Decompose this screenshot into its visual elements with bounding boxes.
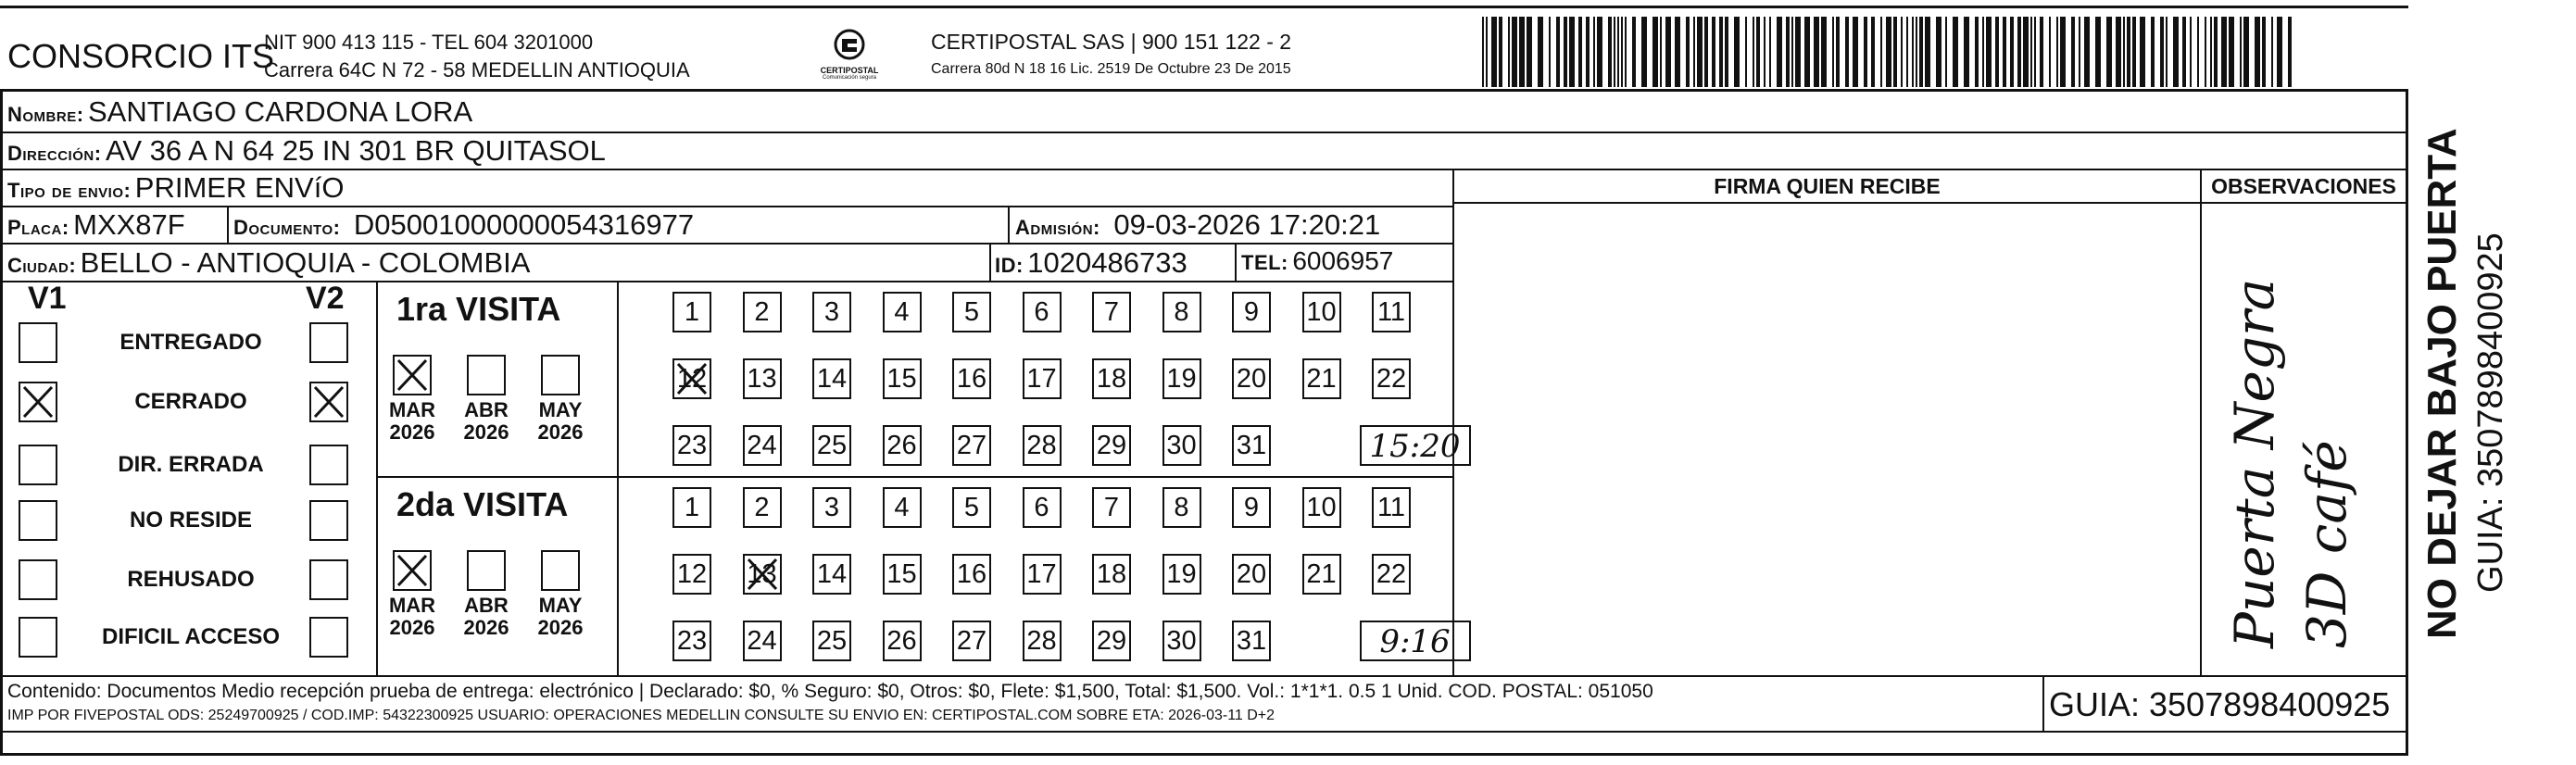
status-v2-checkbox[interactable] xyxy=(309,382,348,422)
barcode-bar xyxy=(2132,17,2136,87)
barcode-bar xyxy=(1995,17,1999,87)
tel-label: TEL: xyxy=(1241,251,1288,274)
barcode-bar xyxy=(1804,17,1810,87)
tipo-value: PRIMER ENVíO xyxy=(134,171,345,204)
visit-year-label: 2026 xyxy=(389,616,435,639)
visit-hour-box[interactable]: 15:20 xyxy=(1360,425,1471,466)
footer-imp: IMP POR FIVEPOSTAL ODS: 25249700925 / COD.IMP: 54322300925 USUARIO: OPERACIONES MEDELLIN CONSULTE SU ENVIO EN: CERTIPOSTAL.COM SOBRE ETA: 2026-03-11 D+2 xyxy=(7,708,1275,723)
barcode-bar xyxy=(1919,17,1923,87)
barcode-bar xyxy=(1893,17,1897,87)
barcode-bar xyxy=(2221,17,2227,87)
visit-day-box[interactable]: 10 xyxy=(1302,487,1341,528)
documento-label: Documento: xyxy=(233,216,341,239)
visit-day-box[interactable]: 2 xyxy=(743,487,782,528)
tipo-row xyxy=(7,171,344,205)
carrier-nit: CERTIPOSTAL SAS | 900 151 122 - 2 xyxy=(931,30,1292,54)
barcode-bar xyxy=(1652,17,1658,87)
visit-day-box[interactable]: 13 xyxy=(743,554,782,595)
visit-day-box[interactable]: 1 xyxy=(672,487,711,528)
barcode-bar xyxy=(1675,17,1680,87)
status-v2-checkbox[interactable] xyxy=(309,445,348,485)
visit-month-checkbox[interactable] xyxy=(467,355,506,395)
visit-day-box[interactable]: 11 xyxy=(1372,487,1411,528)
barcode-bar xyxy=(1564,17,1567,87)
barcode-bar xyxy=(1814,17,1819,87)
placa-value: MXX87F xyxy=(73,208,185,241)
barcode-bar xyxy=(2017,17,2021,87)
tel-value: 6006957 xyxy=(1292,246,1394,275)
barcode-bar xyxy=(2040,17,2043,87)
barcode-bar xyxy=(1953,17,1958,87)
barcode-bar xyxy=(1901,17,1903,87)
barcode-bar xyxy=(2182,17,2186,87)
barcode-bar xyxy=(1491,17,1497,87)
handwriting-note-1: Puerta Negra xyxy=(2223,278,2286,648)
barcode-bar xyxy=(2049,17,2051,87)
visit-day-box[interactable]: 16 xyxy=(952,554,991,595)
status-label: ENTREGADO xyxy=(119,330,262,355)
visit-day-box[interactable]: 25 xyxy=(812,621,851,661)
barcode-bar xyxy=(1936,17,1941,87)
placa-row xyxy=(7,208,185,242)
visit-day-box[interactable]: 9 xyxy=(1232,487,1271,528)
barcode-bar xyxy=(1578,17,1582,87)
visit-day-box[interactable]: 3 xyxy=(812,292,851,332)
ciudad-value: BELLO - ANTIOQUIA - COLOMBIA xyxy=(80,246,531,279)
barcode-bar xyxy=(2173,17,2179,87)
visit-day-box[interactable]: 23 xyxy=(672,425,711,466)
visit-day-box[interactable]: 14 xyxy=(812,358,851,399)
direccion-label: Dirección: xyxy=(7,142,102,165)
visit-day-box[interactable]: 12 xyxy=(672,554,711,595)
barcode-bar xyxy=(1608,17,1612,87)
logo-text: CERTIPOSTAL xyxy=(820,66,879,75)
barcode-bar xyxy=(1660,17,1662,87)
company-name: CONSORCIO ITS xyxy=(7,37,275,75)
handwriting-note-2: 3D café xyxy=(2295,440,2358,648)
barcode-bar xyxy=(1832,17,1834,87)
visit-day-box[interactable]: 6 xyxy=(1023,487,1062,528)
no-dejar-warning: NO DEJAR BAJO PUERTA xyxy=(2419,128,2465,639)
barcode-bar xyxy=(1836,17,1840,87)
nombre-label: Nombre: xyxy=(7,103,84,126)
visit-day-box[interactable]: 8 xyxy=(1162,487,1201,528)
barcode-bar xyxy=(1925,17,1930,87)
visit-day-box[interactable]: 22 xyxy=(1372,554,1411,595)
barcode-bar xyxy=(1791,17,1793,87)
visit-day-box[interactable]: 9 xyxy=(1232,292,1271,332)
barcode-bar xyxy=(1712,17,1715,87)
barcode-bar xyxy=(1641,17,1647,87)
documento-value: D05001000000054316977 xyxy=(353,208,695,241)
visit-month-checkbox[interactable] xyxy=(393,550,432,591)
visit-day-box[interactable]: 20 xyxy=(1232,358,1271,399)
status-label: DIR. ERRADA xyxy=(118,452,264,477)
documento-row xyxy=(233,208,694,242)
barcode-bar xyxy=(2262,17,2266,87)
barcode-bar xyxy=(2288,17,2292,87)
status-label: DIFICIL ACCESO xyxy=(101,624,280,649)
visit-month-checkbox[interactable] xyxy=(541,550,580,591)
barcode-bar xyxy=(2229,17,2234,87)
visit-day-box[interactable]: 8 xyxy=(1162,292,1201,332)
barcode-bar xyxy=(1795,17,1801,87)
visit-day-box[interactable]: 17 xyxy=(1023,358,1062,399)
barcode-bar xyxy=(1665,17,1671,87)
visit-month-label: MAR xyxy=(388,398,436,421)
barcode-bar xyxy=(1986,17,1992,87)
barcode-bar xyxy=(2214,17,2218,87)
visit-day-box[interactable]: 7 xyxy=(1092,292,1131,332)
tipo-label: Tipo de envio: xyxy=(7,179,132,202)
barcode-bar xyxy=(1519,17,1525,87)
barcode-bar xyxy=(1906,17,1908,87)
barcode-bar xyxy=(1569,17,1575,87)
barcode-bar xyxy=(2243,17,2249,87)
barcode-bar xyxy=(1556,17,1560,87)
barcode-bar xyxy=(1482,17,1484,87)
barcode-bar xyxy=(1586,17,1590,87)
visit-day-box[interactable]: 17 xyxy=(1023,554,1062,595)
barcode-bar xyxy=(2071,17,2075,87)
barcode-bar xyxy=(1886,17,1891,87)
carrier-license: Carrera 80d N 18 16 Lic. 2519 De Octubre 23 De 2015 xyxy=(931,61,1291,77)
barcode-bar xyxy=(1625,17,1627,87)
status-v2-checkbox[interactable] xyxy=(309,617,348,658)
barcode-bar xyxy=(1686,17,1690,87)
barcode-bar xyxy=(1964,17,1969,87)
barcode-bar xyxy=(2210,17,2212,87)
visit-year-label: 2026 xyxy=(389,420,435,444)
barcode-bar xyxy=(1864,17,1867,87)
barcode-bar xyxy=(1632,17,1636,87)
firma-label: FIRMA QUIEN RECIBE xyxy=(1714,174,1941,198)
visit-month-label: MAY xyxy=(538,398,583,421)
status-v2-checkbox[interactable] xyxy=(309,322,348,363)
visit-year-label: 2026 xyxy=(537,616,584,639)
barcode-bar xyxy=(1704,17,1708,87)
v2-header: V2 xyxy=(306,281,345,316)
barcode-bar xyxy=(2166,17,2168,87)
barcode-bar xyxy=(1945,17,1947,87)
visit-month-label: MAR xyxy=(388,594,436,617)
status-v1-checkbox[interactable] xyxy=(19,445,57,485)
barcode-bar xyxy=(1597,17,1602,87)
barcode-bar xyxy=(1821,17,1827,87)
visit-day-box[interactable]: 18 xyxy=(1092,554,1131,595)
visit-day-box[interactable]: 29 xyxy=(1092,621,1131,661)
direccion-value: AV 36 A N 64 25 IN 301 BR QUITASOL xyxy=(106,134,606,167)
barcode-bar xyxy=(2277,17,2282,87)
visit-day-box[interactable]: 4 xyxy=(883,487,922,528)
barcode-bar xyxy=(2106,17,2112,87)
barcode-bar xyxy=(2116,17,2121,87)
admision-label: Admisión: xyxy=(1015,216,1100,239)
status-label: NO RESIDE xyxy=(129,508,253,533)
barcode-bar xyxy=(2056,17,2058,87)
visit-day-box[interactable]: 22 xyxy=(1372,358,1411,399)
barcode-bar xyxy=(2034,17,2036,87)
barcode-bar xyxy=(1527,17,1532,87)
visit-day-box[interactable]: 10 xyxy=(1302,292,1341,332)
status-v1-checkbox[interactable] xyxy=(19,322,57,363)
visit-day-box[interactable]: 26 xyxy=(883,621,922,661)
company-address: Carrera 64C N 72 - 58 MEDELLIN ANTIOQUIA xyxy=(264,58,690,82)
visit-day-box[interactable]: 31 xyxy=(1232,621,1271,661)
nombre-value: SANTIAGO CARDONA LORA xyxy=(88,95,473,128)
visit-day-box[interactable]: 4 xyxy=(883,292,922,332)
barcode-bar xyxy=(1549,17,1551,87)
direccion-row xyxy=(7,134,606,168)
status-label: CERRADO xyxy=(134,389,247,414)
visit-day-box[interactable]: 24 xyxy=(743,621,782,661)
visit-year-label: 2026 xyxy=(537,420,584,444)
barcode-bar xyxy=(2127,17,2130,87)
visit-title: 2da VISITA xyxy=(396,485,569,523)
status-v1-checkbox[interactable] xyxy=(19,559,57,600)
visit-day-box[interactable]: 1 xyxy=(672,292,711,332)
barcode-bar xyxy=(1982,17,1984,87)
visit-day-box[interactable]: 23 xyxy=(672,621,711,661)
visit-month-checkbox[interactable] xyxy=(393,355,432,395)
id-row xyxy=(995,246,1187,280)
barcode-bar xyxy=(1753,17,1754,87)
visit-day-box[interactable]: 25 xyxy=(812,425,851,466)
barcode-bar xyxy=(1745,17,1747,87)
nombre-row xyxy=(7,95,472,129)
admision-value: 09-03-2026 17:20:21 xyxy=(1113,208,1381,241)
footer-guia: GUIA: 3507898400925 xyxy=(2049,685,2391,723)
barcode-bar xyxy=(1512,17,1517,87)
status-v1-checkbox[interactable] xyxy=(19,382,57,422)
barcode-bar xyxy=(2197,17,2199,87)
id-label: ID: xyxy=(995,254,1024,277)
visit-day-box[interactable]: 30 xyxy=(1162,425,1201,466)
barcode-bar xyxy=(1621,17,1623,87)
visit-day-box[interactable]: 20 xyxy=(1232,554,1271,595)
visit-day-box[interactable]: 5 xyxy=(952,292,991,332)
barcode-bar xyxy=(1880,17,1882,87)
visit-day-box[interactable]: 2 xyxy=(743,292,782,332)
visit-day-box[interactable]: 27 xyxy=(952,621,991,661)
barcode-bar xyxy=(1725,17,1728,87)
status-v2-checkbox[interactable] xyxy=(309,500,348,541)
barcode-bar xyxy=(2060,17,2066,87)
visit-year-label: 2026 xyxy=(463,420,509,444)
visit-day-box[interactable]: 30 xyxy=(1162,621,1201,661)
barcode-bar xyxy=(1916,17,1917,87)
ciudad-row xyxy=(7,246,530,280)
barcode-bar xyxy=(2255,17,2260,87)
barcode-bar xyxy=(2240,17,2242,87)
barcode-bar xyxy=(1786,17,1790,87)
barcode-bar xyxy=(1508,17,1510,87)
ciudad-label: Ciudad: xyxy=(7,254,77,277)
barcode-bar xyxy=(2160,17,2164,87)
visit-month-label: ABR xyxy=(464,594,509,617)
visit-title: 1ra VISITA xyxy=(396,290,561,328)
visit-year-label: 2026 xyxy=(463,616,509,639)
company-nit: NIT 900 413 115 - TEL 604 3201000 xyxy=(264,31,594,54)
barcode-bar xyxy=(1777,17,1782,87)
visit-day-box[interactable]: 16 xyxy=(952,358,991,399)
barcode-bar xyxy=(1719,17,1723,87)
visit-day-box[interactable]: 19 xyxy=(1162,358,1201,399)
barcode-bar xyxy=(1912,17,1914,87)
visit-day-box[interactable]: 14 xyxy=(812,554,851,595)
visit-day-box[interactable]: 28 xyxy=(1023,425,1062,466)
visit-month-checkbox[interactable] xyxy=(541,355,580,395)
visit-day-box[interactable]: 18 xyxy=(1092,358,1131,399)
visit-day-box[interactable]: 7 xyxy=(1092,487,1131,528)
barcode-bar xyxy=(2010,17,2014,87)
status-v1-checkbox[interactable] xyxy=(19,617,57,658)
visit-day-box[interactable]: 29 xyxy=(1092,425,1131,466)
barcode-bar xyxy=(2140,17,2145,87)
visit-day-box[interactable]: 21 xyxy=(1302,554,1341,595)
barcode-bar xyxy=(1593,17,1595,87)
visit-day-box[interactable]: 21 xyxy=(1302,358,1341,399)
footer-contenido: Contenido: Documentos Medio recepción prueba de entrega: electrónico | Declarado: $0, % Seguro: $0, Otros: $0, Flete: $1,500, Total: $1,500. Vol.: 1*1*1. 0.5 1 Unid. COD. POSTAL: 051050 xyxy=(7,681,1653,702)
observaciones-label: OBSERVACIONES xyxy=(2211,174,2396,198)
visit-day-box[interactable]: 27 xyxy=(952,425,991,466)
barcode-bar xyxy=(1538,17,1543,87)
barcode-bar xyxy=(1975,17,1979,87)
visit-month-label: MAY xyxy=(538,594,583,617)
visit-hour-box[interactable]: 9:16 xyxy=(1360,621,1471,661)
barcode-bar xyxy=(2030,17,2032,87)
visit-day-box[interactable]: 3 xyxy=(812,487,851,528)
barcode-bar xyxy=(2084,17,2090,87)
logo-subtitle: Comunicación segura xyxy=(822,75,877,81)
status-label: REHUSADO xyxy=(127,567,255,592)
barcode-bar xyxy=(1499,17,1502,87)
barcode-bar xyxy=(1756,17,1760,87)
visit-day-box[interactable]: 5 xyxy=(952,487,991,528)
barcode-bar xyxy=(2003,17,2006,87)
barcode-bar xyxy=(1693,17,1695,87)
barcode-bar xyxy=(2079,17,2080,87)
barcode-bar xyxy=(2151,17,2155,87)
certipostal-logo xyxy=(808,28,891,83)
v1-header: V1 xyxy=(28,281,67,316)
barcode-bar xyxy=(1853,17,1858,87)
barcode-bar xyxy=(1697,17,1703,87)
barcode-bar xyxy=(1845,17,1849,87)
barcode-bar xyxy=(2123,17,2125,87)
barcode-bar xyxy=(2023,17,2029,87)
visit-month-label: ABR xyxy=(464,398,509,421)
tel-row xyxy=(1241,246,1393,276)
barcode-bar xyxy=(1871,17,1875,87)
visit-day-box[interactable]: 6 xyxy=(1023,292,1062,332)
status-v2-checkbox[interactable] xyxy=(309,559,348,600)
visit-day-box[interactable]: 28 xyxy=(1023,621,1062,661)
barcode-bar xyxy=(2095,17,2101,87)
visit-day-box[interactable]: 11 xyxy=(1372,292,1411,332)
visit-day-box[interactable]: 13 xyxy=(743,358,782,399)
barcode-bar xyxy=(1734,17,1740,87)
visit-day-box[interactable]: 26 xyxy=(883,425,922,466)
barcode-bar xyxy=(1486,17,1488,87)
side-guia: GUIA: 3507898400925 xyxy=(2471,232,2510,593)
barcode-bar xyxy=(1614,17,1615,87)
visit-day-box[interactable]: 15 xyxy=(883,554,922,595)
admision-row xyxy=(1015,208,1380,242)
visit-month-checkbox[interactable] xyxy=(467,550,506,591)
barcode-bar xyxy=(1617,17,1619,87)
id-value: 1020486733 xyxy=(1027,246,1187,279)
barcode-bar xyxy=(1764,17,1766,87)
barcode-bar xyxy=(2190,17,2192,87)
barcode xyxy=(1482,17,2297,87)
barcode-bar xyxy=(2271,17,2273,87)
barcode-bar xyxy=(1769,17,1771,87)
barcode-bar xyxy=(2205,17,2206,87)
visit-day-box[interactable]: 31 xyxy=(1232,425,1271,466)
visit-day-box[interactable]: 15 xyxy=(883,358,922,399)
status-v1-checkbox[interactable] xyxy=(19,500,57,541)
placa-label: Placa: xyxy=(7,216,69,239)
visit-day-box[interactable]: 24 xyxy=(743,425,782,466)
visit-day-box[interactable]: 19 xyxy=(1162,554,1201,595)
visit-day-box[interactable]: 12 xyxy=(672,358,711,399)
